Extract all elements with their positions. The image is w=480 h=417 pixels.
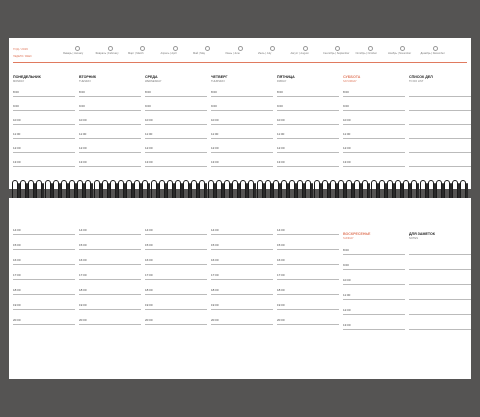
time-label: 8:00: [145, 90, 151, 94]
time-slot[interactable]: [145, 220, 207, 235]
time-slot[interactable]: [343, 285, 405, 300]
month-label[interactable]: Июль | July: [258, 52, 272, 55]
time-label: 14:00: [277, 228, 285, 232]
time-slot[interactable]: [145, 295, 207, 310]
day-column-1: [13, 75, 75, 167]
time-slot[interactable]: [409, 270, 471, 285]
time-slot[interactable]: [409, 139, 471, 153]
time-slot[interactable]: [145, 139, 207, 153]
time-slot[interactable]: [79, 125, 141, 139]
planner-bottom-page: [9, 198, 471, 379]
time-slot[interactable]: [409, 125, 471, 139]
time-slot[interactable]: [79, 310, 141, 325]
time-label: 9:00: [145, 104, 151, 108]
time-label: 10:00: [145, 118, 153, 122]
month-marker-icon: [303, 46, 308, 51]
time-label: 11:00: [145, 132, 153, 136]
time-slot[interactable]: [79, 295, 141, 310]
month-marker-icon: [173, 46, 178, 51]
day-name: ПОНЕДЕЛЬНИК: [13, 75, 41, 79]
day-column-6: [343, 75, 405, 167]
time-slot[interactable]: [211, 220, 273, 235]
time-slot[interactable]: [211, 83, 273, 97]
time-slot[interactable]: [79, 250, 141, 265]
month-strip: [9, 52, 471, 62]
time-label: 18:00: [277, 288, 285, 292]
time-label: 13:00: [13, 160, 21, 164]
month-label[interactable]: Ноябрь | November: [388, 52, 412, 55]
time-label: 8:00: [343, 90, 349, 94]
time-label: 18:00: [13, 288, 21, 292]
time-label: 8:00: [79, 90, 85, 94]
time-label: 9:00: [343, 263, 349, 267]
time-label: 13:00: [343, 160, 351, 164]
time-slot[interactable]: [277, 310, 339, 325]
time-label: 17:00: [79, 273, 87, 277]
month-label[interactable]: Апрель | April: [160, 52, 177, 55]
month-label[interactable]: Февраль | February: [95, 52, 119, 55]
year-label: ГОД / 2026: [13, 47, 28, 51]
time-slot[interactable]: [277, 280, 339, 295]
time-slot[interactable]: [13, 97, 75, 111]
time-label: 10:00: [13, 118, 21, 122]
time-label: 15:00: [211, 243, 219, 247]
time-slot[interactable]: [13, 280, 75, 295]
time-slot[interactable]: [343, 83, 405, 97]
time-slot[interactable]: [211, 295, 273, 310]
time-slot[interactable]: [145, 280, 207, 295]
day-sub-label: TO DO LIST: [409, 80, 424, 83]
time-slot[interactable]: [343, 255, 405, 270]
time-label: 18:00: [145, 288, 153, 292]
time-label: 14:00: [145, 228, 153, 232]
day-sub-label: MONDAY: [13, 80, 25, 83]
time-label: 10:00: [343, 118, 351, 122]
time-slot[interactable]: [145, 265, 207, 280]
day-name: ДЛЯ ЗАМЕТОК: [409, 232, 435, 236]
time-slot[interactable]: [145, 111, 207, 125]
time-label: 8:00: [13, 90, 19, 94]
time-label: 15:00: [79, 243, 87, 247]
time-label: 12:00: [211, 146, 219, 150]
time-label: 10:00: [211, 118, 219, 122]
time-slot[interactable]: [211, 111, 273, 125]
time-label: 11:00: [13, 132, 21, 136]
evening-column-5: [277, 220, 339, 325]
time-label: 20:00: [79, 318, 87, 322]
time-slot[interactable]: [145, 125, 207, 139]
time-slot[interactable]: [409, 255, 471, 270]
month-marker-icon: [75, 46, 80, 51]
time-slot[interactable]: [409, 315, 471, 330]
time-label: 12:00: [277, 146, 285, 150]
day-sub-label: WEDNESDAY: [145, 80, 162, 83]
time-slot[interactable]: [79, 139, 141, 153]
time-slot[interactable]: [409, 300, 471, 315]
evening-column-2: [79, 220, 141, 325]
time-slot[interactable]: [145, 235, 207, 250]
time-slot[interactable]: [409, 111, 471, 125]
time-label: 9:00: [13, 104, 19, 108]
time-slot[interactable]: [343, 270, 405, 285]
evening-column-1: [13, 220, 75, 325]
time-label: 8:00: [211, 90, 217, 94]
time-label: 19:00: [79, 303, 87, 307]
time-label: 11:00: [79, 132, 87, 136]
time-slot[interactable]: [409, 153, 471, 167]
time-slot[interactable]: [343, 139, 405, 153]
evening-column-3: [145, 220, 207, 325]
time-label: 11:00: [343, 293, 351, 297]
sunday-column: [343, 232, 405, 330]
time-label: 18:00: [79, 288, 87, 292]
time-label: 8:00: [277, 90, 283, 94]
time-slot[interactable]: [343, 111, 405, 125]
day-column-5: [277, 75, 339, 167]
time-slot[interactable]: [13, 139, 75, 153]
time-slot[interactable]: [343, 300, 405, 315]
time-slot[interactable]: [277, 250, 339, 265]
day-sub-label: THURSDAY: [211, 80, 226, 83]
time-label: 18:00: [211, 288, 219, 292]
time-label: 16:00: [211, 258, 219, 262]
month-marker-icon: [335, 46, 340, 51]
time-slot[interactable]: [211, 280, 273, 295]
time-slot[interactable]: [277, 235, 339, 250]
time-slot[interactable]: [145, 153, 207, 167]
time-slot[interactable]: [211, 153, 273, 167]
day-name: СРЕДА: [145, 75, 158, 79]
time-slot[interactable]: [277, 220, 339, 235]
time-label: 10:00: [79, 118, 87, 122]
time-label: 12:00: [343, 308, 351, 312]
time-slot[interactable]: [343, 315, 405, 330]
time-label: 11:00: [277, 132, 285, 136]
time-slot[interactable]: [13, 153, 75, 167]
time-slot[interactable]: [277, 265, 339, 280]
time-slot[interactable]: [13, 235, 75, 250]
time-slot[interactable]: [13, 295, 75, 310]
time-label: 17:00: [211, 273, 219, 277]
day-column-2: [79, 75, 141, 167]
time-slot[interactable]: [13, 250, 75, 265]
planner-top-page: [9, 38, 471, 189]
day-sub-label: SUNDAY: [343, 237, 354, 240]
time-slot[interactable]: [277, 125, 339, 139]
evening-column-4: [211, 220, 273, 325]
time-slot[interactable]: [79, 97, 141, 111]
time-label: 16:00: [79, 258, 87, 262]
time-slot[interactable]: [145, 83, 207, 97]
time-slot[interactable]: [409, 240, 471, 255]
time-slot[interactable]: [13, 310, 75, 325]
time-slot[interactable]: [145, 97, 207, 111]
header-divider: [13, 62, 467, 63]
time-label: 11:00: [343, 132, 351, 136]
time-label: 16:00: [145, 258, 153, 262]
time-label: 9:00: [79, 104, 85, 108]
time-slot[interactable]: [409, 285, 471, 300]
month-label[interactable]: Май | May: [193, 52, 206, 55]
month-label[interactable]: Июнь | June: [225, 52, 240, 55]
month-marker-icon: [140, 46, 145, 51]
time-label: 20:00: [13, 318, 21, 322]
month-marker-icon: [270, 46, 275, 51]
time-slot[interactable]: [343, 240, 405, 255]
time-slot[interactable]: [13, 111, 75, 125]
time-label: 16:00: [13, 258, 21, 262]
time-slot[interactable]: [13, 83, 75, 97]
month-label[interactable]: Март | March: [128, 52, 144, 55]
day-column-3: [145, 75, 207, 167]
day-sub-label: FRIDAY: [277, 80, 287, 83]
time-label: 8:00: [343, 248, 349, 252]
month-label[interactable]: Декабрь | December: [420, 52, 445, 55]
day-name: ВТОРНИК: [79, 75, 97, 79]
time-slot[interactable]: [277, 295, 339, 310]
time-slot[interactable]: [211, 250, 273, 265]
time-label: 14:00: [211, 228, 219, 232]
month-marker-icon: [108, 46, 113, 51]
time-slot[interactable]: [343, 153, 405, 167]
time-slot[interactable]: [277, 83, 339, 97]
time-label: 15:00: [145, 243, 153, 247]
time-label: 17:00: [13, 273, 21, 277]
day-sub-label: TUESDAY: [79, 80, 92, 83]
time-label: 16:00: [277, 258, 285, 262]
month-label[interactable]: Октябрь | October: [355, 52, 377, 55]
time-slot[interactable]: [79, 265, 141, 280]
month-marker-icon: [238, 46, 243, 51]
time-slot[interactable]: [79, 83, 141, 97]
notes-column: [409, 232, 471, 330]
day-name: ВОСКРЕСЕНЬЕ: [343, 232, 371, 236]
time-slot[interactable]: [79, 111, 141, 125]
time-label: 9:00: [277, 104, 283, 108]
time-label: 14:00: [13, 228, 21, 232]
time-slot[interactable]: [79, 220, 141, 235]
day-name: СПИСОК ДЕЛ: [409, 75, 433, 79]
time-label: 14:00: [79, 228, 87, 232]
time-label: 19:00: [277, 303, 285, 307]
time-slot[interactable]: [79, 235, 141, 250]
time-slot[interactable]: [409, 97, 471, 111]
time-label: 13:00: [277, 160, 285, 164]
time-slot[interactable]: [277, 139, 339, 153]
time-label: 12:00: [145, 146, 153, 150]
month-marker-icon: [368, 46, 373, 51]
time-label: 19:00: [13, 303, 21, 307]
time-slot[interactable]: [145, 310, 207, 325]
time-slot[interactable]: [343, 125, 405, 139]
time-slot[interactable]: [79, 153, 141, 167]
day-sub-label: SATURDAY: [343, 80, 357, 83]
time-label: 15:00: [13, 243, 21, 247]
time-slot[interactable]: [145, 250, 207, 265]
time-slot[interactable]: [13, 265, 75, 280]
month-marker-icon: [433, 46, 438, 51]
day-column-7: [409, 75, 471, 167]
time-slot[interactable]: [277, 111, 339, 125]
time-label: 11:00: [211, 132, 219, 136]
month-label[interactable]: Январь | January: [63, 52, 84, 55]
time-slot[interactable]: [13, 220, 75, 235]
month-marker-icon: [400, 46, 405, 51]
time-label: 20:00: [277, 318, 285, 322]
time-label: 13:00: [211, 160, 219, 164]
time-slot[interactable]: [79, 280, 141, 295]
time-slot[interactable]: [211, 235, 273, 250]
month-label[interactable]: Август | August: [290, 52, 309, 55]
time-slot[interactable]: [409, 83, 471, 97]
time-label: 13:00: [145, 160, 153, 164]
time-slot[interactable]: [277, 153, 339, 167]
time-slot[interactable]: [211, 139, 273, 153]
week-label: НЕДЕЛЯ / WEEK: [13, 55, 32, 58]
time-label: 12:00: [79, 146, 87, 150]
month-marker-icon: [205, 46, 210, 51]
day-name: СУББОТА: [343, 75, 361, 79]
day-sub-label: NOTES: [409, 237, 418, 240]
time-label: 13:00: [343, 323, 351, 327]
time-label: 19:00: [145, 303, 153, 307]
time-label: 10:00: [343, 278, 351, 282]
time-label: 19:00: [211, 303, 219, 307]
time-slot[interactable]: [211, 125, 273, 139]
time-slot[interactable]: [211, 265, 273, 280]
time-slot[interactable]: [13, 125, 75, 139]
day-name: ПЯТНИЦА: [277, 75, 295, 79]
time-label: 13:00: [79, 160, 87, 164]
time-label: 17:00: [145, 273, 153, 277]
time-label: 12:00: [13, 146, 21, 150]
time-label: 20:00: [211, 318, 219, 322]
time-label: 17:00: [277, 273, 285, 277]
time-label: 9:00: [211, 104, 217, 108]
time-slot[interactable]: [211, 310, 273, 325]
time-label: 15:00: [277, 243, 285, 247]
month-label[interactable]: Сентябрь | September: [323, 52, 350, 55]
day-column-4: [211, 75, 273, 167]
time-slot[interactable]: [343, 97, 405, 111]
time-label: 9:00: [343, 104, 349, 108]
time-slot[interactable]: [277, 97, 339, 111]
time-label: 12:00: [343, 146, 351, 150]
time-label: 20:00: [145, 318, 153, 322]
day-name: ЧЕТВЕРГ: [211, 75, 228, 79]
time-label: 10:00: [277, 118, 285, 122]
time-slot[interactable]: [211, 97, 273, 111]
